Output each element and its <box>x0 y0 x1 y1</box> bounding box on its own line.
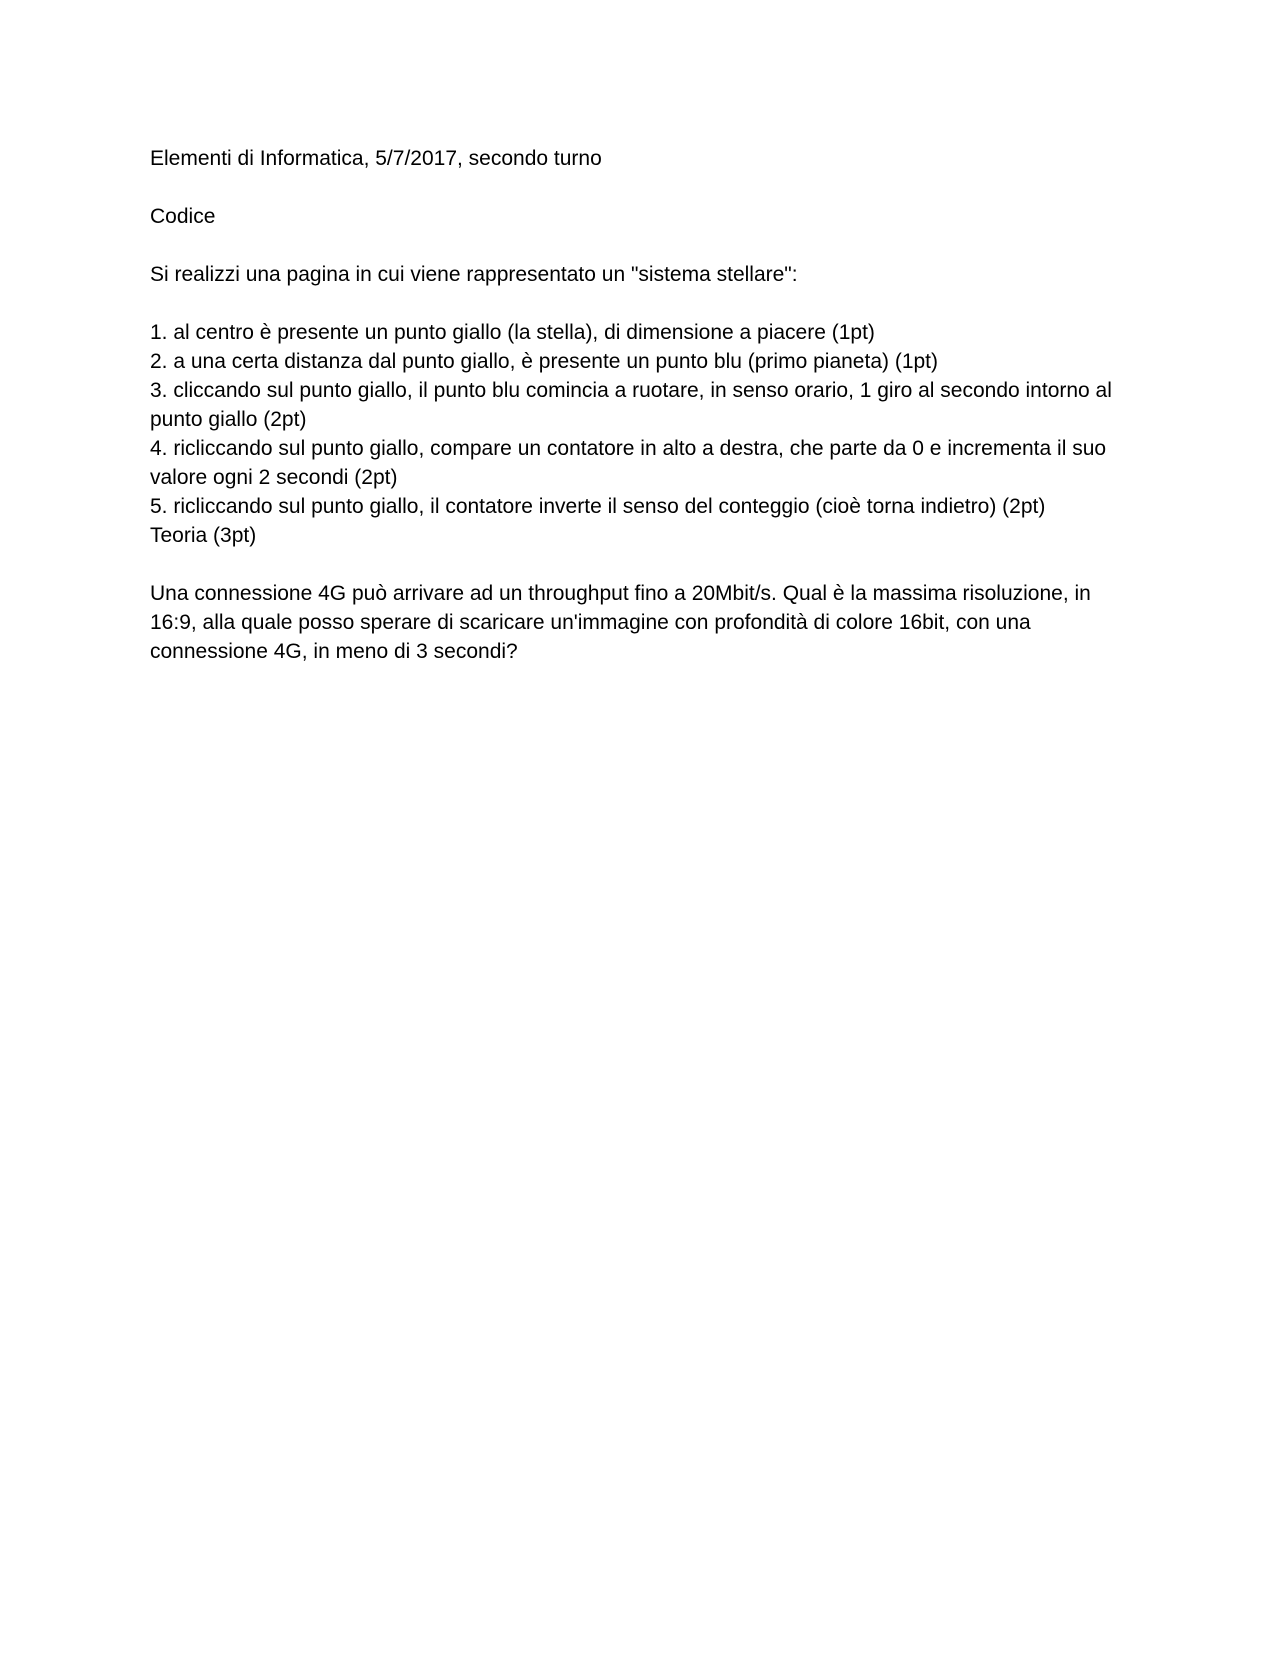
theory-question: Una connessione 4G può arrivare ad un throughput fino a 20Mbit/s. Qual è la massima risoluzione, in 16:9, alla quale posso sperare di scaricare un'immagine con profondità di colore 16bit, con una connessione 4G, in meno di 3 secondi? <box>150 582 1091 663</box>
document-page <box>150 144 1130 666</box>
document-title: Elementi di Informatica, 5/7/2017, secondo turno <box>150 147 602 170</box>
intro-paragraph: Si realizzi una pagina in cui viene rappresentato un "sistema stellare": <box>150 263 798 286</box>
list-item: 2. a una certa distanza dal punto giallo, è presente un punto blu (primo pianeta) (1pt) <box>150 350 939 373</box>
list-item: 5. ricliccando sul punto giallo, il contatore inverte il senso del conteggio (cioè torna indietro) (2pt) <box>150 495 1046 518</box>
code-heading: Codice <box>150 205 216 228</box>
requirements-list <box>150 318 1130 521</box>
theory-heading: Teoria (3pt) <box>150 524 257 547</box>
list-item: 4. ricliccando sul punto giallo, compare un contatore in alto a destra, che parte da 0 e incrementa il suo valore ogni 2 secondi (2pt) <box>150 437 1107 489</box>
list-item: 1. al centro è presente un punto giallo (la stella), di dimensione a piacere (1pt) <box>150 321 875 344</box>
list-item: 3. cliccando sul punto giallo, il punto blu comincia a ruotare, in senso orario, 1 giro al secondo intorno al punto giallo (2pt) <box>150 379 1112 431</box>
